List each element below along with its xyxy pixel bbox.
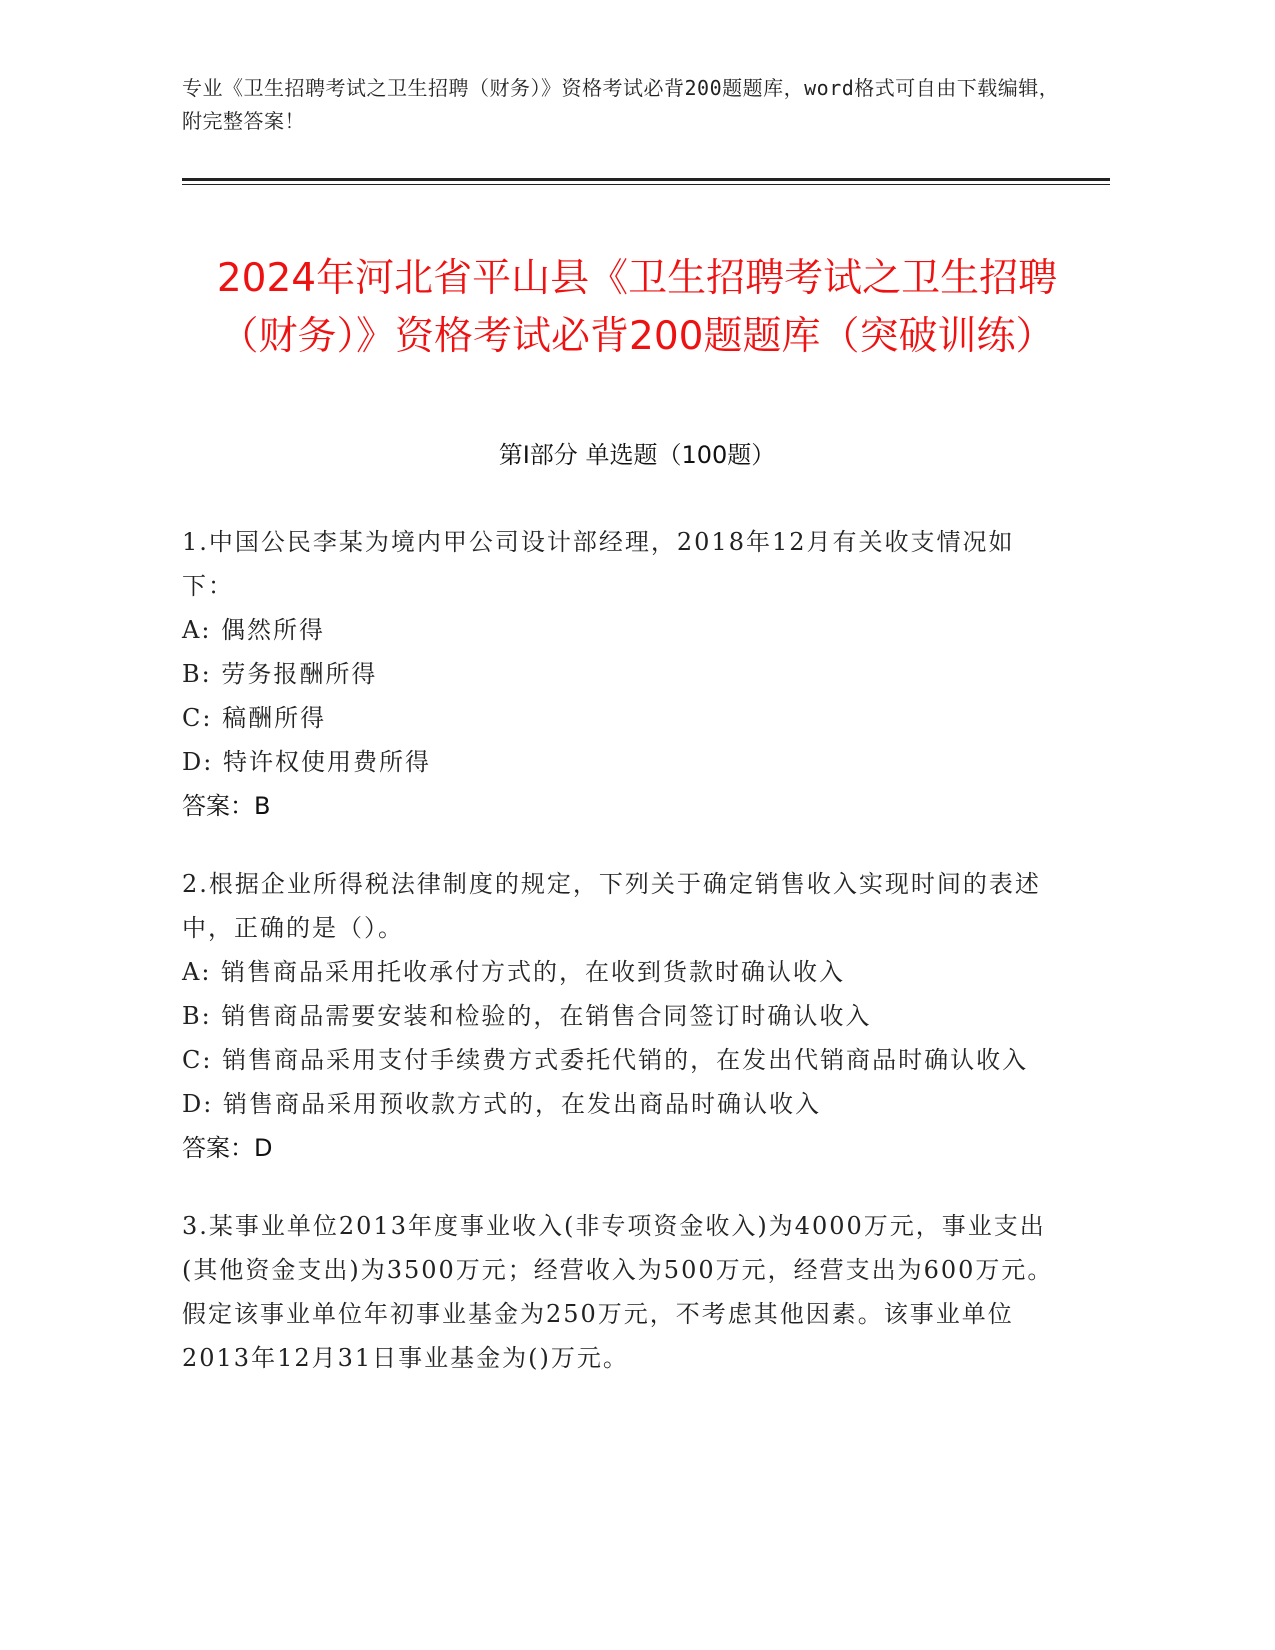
option-c: C: 稿酬所得 bbox=[182, 704, 327, 732]
option-c: C: 销售商品采用支付手续费方式委托代销的，在发出代销商品时确认收入 bbox=[182, 1046, 1029, 1074]
question-stem: 3.某事业单位2013年度事业收入(非专项资金收入)为4000万元，事业支出(其他资金支出)为3500万元；经营收入为500万元，经营支出为600万元。假定该事业单位年初事业基金为250万元，不考虑其他因素。该事业单位2013年12月31日事业基金为()万元。 bbox=[182, 1212, 1054, 1372]
question-stem: 2.根据企业所得税法律制度的规定，下列关于确定销售收入实现时间的表述中，正确的是（）。 bbox=[182, 870, 1041, 942]
question-2 bbox=[182, 862, 1062, 1170]
answer: 答案：B bbox=[182, 792, 271, 820]
option-b: B: 销售商品需要安装和检验的，在销售合同签订时确认收入 bbox=[182, 1002, 872, 1030]
header-rule-thick bbox=[182, 178, 1110, 181]
section-title: 第Ⅰ部分 单选题（100题） bbox=[498, 441, 776, 469]
question-1 bbox=[182, 520, 1062, 828]
question-list bbox=[182, 520, 1062, 1414]
question-3 bbox=[182, 1204, 1062, 1380]
header-rule-thin bbox=[182, 184, 1110, 185]
option-b: B: 劳务报酬所得 bbox=[182, 660, 378, 688]
question-stem: 1.中国公民李某为境内甲公司设计部经理，2018年12月有关收支情况如下： bbox=[182, 528, 1015, 600]
answer: 答案：D bbox=[182, 1134, 273, 1162]
option-a: A: 偶然所得 bbox=[182, 616, 326, 644]
option-a: A: 销售商品采用托收承付方式的，在收到货款时确认收入 bbox=[182, 958, 846, 986]
option-d: D: 销售商品采用预收款方式的，在发出商品时确认收入 bbox=[182, 1090, 821, 1118]
document-title: 2024年河北省平山县《卫生招聘考试之卫生招聘（财务）》资格考试必背200题题库（突破训练） bbox=[216, 256, 1058, 360]
option-d: D: 特许权使用费所得 bbox=[182, 748, 431, 776]
header-note: 专业《卫生招聘考试之卫生招聘（财务）》资格考试必背200题题库，word格式可自由下载编辑，附完整答案！ bbox=[182, 76, 1060, 133]
